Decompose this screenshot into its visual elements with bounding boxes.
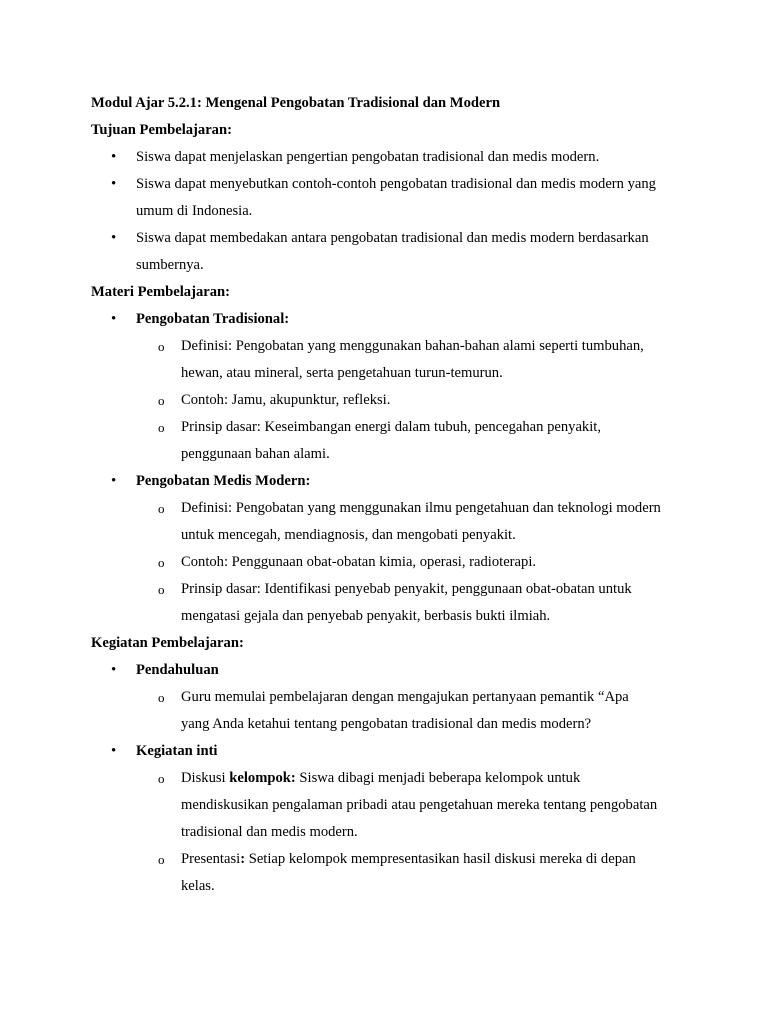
sub-item-text: Guru memulai pembelajaran dengan mengajukan pertanyaan pemantik “Apa bbox=[181, 689, 629, 705]
section-heading-kegiatan: Kegiatan Pembelajaran: bbox=[91, 635, 244, 651]
sub-item-text: tradisional dan medis modern. bbox=[181, 824, 358, 840]
list-item-kegiatan-inti bbox=[91, 738, 691, 765]
sub-bullet-marker: o bbox=[158, 690, 165, 705]
document-body bbox=[91, 90, 691, 900]
sub-item-text: hewan, atau mineral, serta pengetahuan turun-temurun. bbox=[181, 365, 503, 381]
tujuan-list bbox=[91, 144, 691, 279]
sub-item-text: Definisi: Pengobatan yang menggunakan bahan-bahan alami seperti tumbuhan, bbox=[181, 338, 644, 354]
presentasi-prefix: Presentasi bbox=[181, 851, 241, 867]
sub-list-item bbox=[91, 495, 691, 549]
sub-bullet-marker: o bbox=[158, 582, 165, 597]
list-item-label: Kegiatan inti bbox=[136, 743, 218, 759]
sub-item-text: yang Anda ketahui tentang pengobatan tradisional dan medis modern? bbox=[181, 716, 592, 732]
list-item-text: Siswa dapat menjelaskan pengertian pengobatan tradisional dan medis modern. bbox=[136, 149, 600, 165]
sub-bullet-marker: o bbox=[158, 420, 165, 435]
sub-bullet-marker: o bbox=[158, 852, 165, 867]
sub-item-text: Prinsip dasar: Identifikasi penyebab penyakit, penggunaan obat-obatan untuk bbox=[181, 581, 632, 597]
bullet-marker: • bbox=[111, 230, 117, 246]
sub-item-text bbox=[181, 765, 691, 792]
sub-item-text: kelas. bbox=[181, 878, 215, 894]
diskusi-prefix: Diskusi bbox=[181, 770, 230, 786]
sub-item-text: Definisi: Pengobatan yang menggunakan ilmu pengetahuan dan teknologi modern bbox=[181, 500, 661, 516]
sub-item-text: penggunaan bahan alami. bbox=[181, 446, 330, 462]
sub-list-item bbox=[91, 387, 691, 414]
sub-item-text: Contoh: Penggunaan obat-obatan kimia, operasi, radioterapi. bbox=[181, 554, 537, 570]
section-heading-tujuan: Tujuan Pembelajaran: bbox=[91, 122, 232, 138]
sub-list-item-diskusi bbox=[91, 765, 691, 846]
presentasi-rest: Setiap kelompok mempresentasikan hasil diskusi mereka di depan bbox=[245, 851, 636, 867]
sub-item-text: mengatasi gejala dan penyebab penyakit, berbasis bukti ilmiah. bbox=[181, 608, 551, 624]
list-item-pendahuluan bbox=[91, 657, 691, 684]
sub-list-item bbox=[91, 549, 691, 576]
list-item-label: Pendahuluan bbox=[136, 662, 219, 678]
sub-bullet-marker: o bbox=[158, 501, 165, 516]
list-item-label: Pengobatan Medis Modern: bbox=[136, 473, 311, 489]
bullet-marker: • bbox=[111, 662, 117, 678]
kegiatan-list bbox=[91, 657, 691, 900]
materi-list bbox=[91, 306, 691, 630]
list-item-text: sumbernya. bbox=[136, 257, 204, 273]
list-item bbox=[91, 225, 691, 279]
document-title: Modul Ajar 5.2.1: Mengenal Pengobatan Tradisional dan Modern bbox=[91, 95, 501, 111]
diskusi-bold-term: kelompok: bbox=[229, 770, 296, 786]
diskusi-rest: Siswa dibagi menjadi beberapa kelompok untuk bbox=[295, 770, 581, 786]
sub-bullet-marker: o bbox=[158, 771, 165, 786]
list-item-modern bbox=[91, 468, 691, 495]
sub-list-item bbox=[91, 414, 691, 468]
sub-bullet-marker: o bbox=[158, 555, 165, 570]
sub-item-text: Contoh: Jamu, akupunktur, refleksi. bbox=[181, 392, 391, 408]
list-item-text: Siswa dapat menyebutkan contoh-contoh pengobatan tradisional dan medis modern yang bbox=[136, 176, 656, 192]
sub-item-text: Prinsip dasar: Keseimbangan energi dalam tubuh, pencegahan penyakit, bbox=[181, 419, 601, 435]
list-item-tradisional bbox=[91, 306, 691, 333]
sub-item-text bbox=[181, 846, 691, 873]
bullet-marker: • bbox=[111, 176, 117, 192]
sub-list-item bbox=[91, 333, 691, 387]
list-item bbox=[91, 144, 691, 171]
presentasi-bold-colon: : bbox=[240, 851, 246, 867]
bullet-marker: • bbox=[111, 149, 117, 165]
bullet-marker: • bbox=[111, 311, 117, 327]
sub-list-item bbox=[91, 684, 691, 738]
bullet-marker: • bbox=[111, 743, 117, 759]
list-item-text: Siswa dapat membedakan antara pengobatan tradisional dan medis modern berdasarkan bbox=[136, 230, 649, 246]
sub-bullet-marker: o bbox=[158, 339, 165, 354]
list-item bbox=[91, 171, 691, 225]
list-item-label: Pengobatan Tradisional: bbox=[136, 311, 290, 327]
section-heading-materi: Materi Pembelajaran: bbox=[91, 284, 230, 300]
bullet-marker: • bbox=[111, 473, 117, 489]
sub-list-item bbox=[91, 576, 691, 630]
list-item-text: umum di Indonesia. bbox=[136, 203, 253, 219]
sub-bullet-marker: o bbox=[158, 393, 165, 408]
sub-item-text: mendiskusikan pengalaman pribadi atau pengetahuan mereka tentang pengobatan bbox=[181, 797, 658, 813]
sub-item-text: untuk mencegah, mendiagnosis, dan mengobati penyakit. bbox=[181, 527, 516, 543]
sub-list-item-presentasi bbox=[91, 846, 691, 900]
